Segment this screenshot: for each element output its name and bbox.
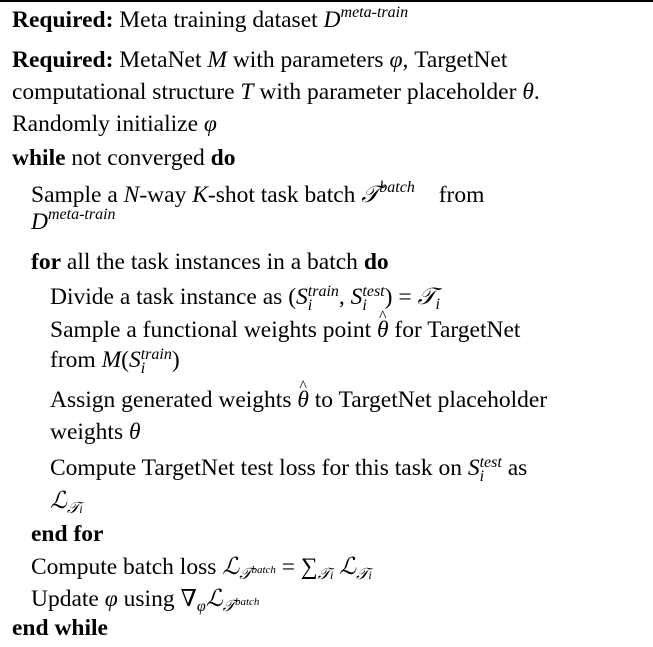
line-text: to TargetNet placeholder [314,387,548,413]
math-superscript: test [479,453,502,471]
math-superscript: meta-train [47,206,116,223]
math-symbol: θ [522,79,534,105]
math-superscript: test [362,282,385,300]
math-subscript: i [79,502,83,516]
line-text: Sample a functional weights point [50,317,372,343]
line-text: weights [50,419,124,445]
math-symbol: S [350,284,363,310]
line-text: as [507,455,528,481]
line-text: Assign generated weights [50,387,292,413]
line-text: Compute batch loss [31,554,217,580]
math-symbol: ^ θ [377,314,389,346]
algo-line-compute-test-loss-cont [50,484,83,517]
math-subscript: φ [196,598,206,615]
algo-line-sample-weights [50,314,520,346]
algo-line-sample-batch-cont [31,206,116,238]
line-text: with parameters [232,47,384,73]
math-symbol: ∇ [180,586,197,612]
math-symbol: T [240,79,254,105]
math-symbol: D [31,209,48,235]
algo-line-computational-structure [12,76,540,108]
line-text: from [438,182,485,208]
math-symbol: θ [128,419,141,445]
math-subscript: 𝒯 [222,596,235,615]
line-text: MetaNet [119,47,202,73]
math-symbol: S [467,455,480,481]
line-text: Update [31,586,99,612]
math-symbol: M [101,347,122,373]
algo-line-assign-weights [50,384,547,416]
math-subscript: i [140,359,146,377]
algo-line-end-while [12,612,108,644]
math-symbol: φ [104,586,118,612]
line-text: Compute TargetNet test loss for this task on [50,455,462,481]
line-text: Randomly initialize [12,111,199,137]
math-symbol: ^ θ [297,384,309,416]
math-subscript: 𝒯 [66,498,80,517]
math-symbol: ℒ [50,486,67,514]
required-label: Required: [12,47,114,73]
math-symbol: = [281,554,296,580]
math-superscript: meta-train [340,4,409,21]
algo-line-assign-weights-cont [50,416,141,448]
math-superscript: batch [251,564,276,576]
math-subscript: 𝒯 [239,564,252,583]
algo-line-update [31,582,259,615]
math-symbol: K [192,182,208,208]
math-subscript: 𝒯 [356,564,369,583]
math-symbol: S [296,284,308,310]
keyword-end-for: end for [31,521,104,547]
keyword-while: while [12,145,66,171]
algo-line-required-dataset [12,4,408,36]
keyword-for: for [31,249,62,275]
algo-line-divide: Divide a task instance as (S train i , S test i ) = 𝒯$_i$ [50,282,440,314]
line-text: -shot task batch [207,182,356,208]
math-subscript: 𝒯 [317,564,330,583]
algo-line-required-metanet [12,44,642,76]
math-symbol: φ [389,47,403,73]
algo-line-end-for [31,518,103,550]
math-symbol: 𝒯 [417,282,436,310]
keyword-end-while: end while [12,615,108,641]
math-superscript: batch [379,179,415,196]
math-subscript: i [307,296,313,314]
math-subscript: i [479,467,485,485]
math-symbol: 𝒯 [361,180,380,208]
math-symbol: M [207,47,227,73]
top-rule [0,0,653,2]
line-text: not converged [71,145,205,171]
line-text: Divide a task instance as [50,284,283,310]
math-symbol: ℒ [222,552,240,580]
math-subscript: i [362,296,367,314]
line-text: from [50,347,96,373]
math-symbol: N [123,182,140,208]
required-label: Required: [12,7,114,33]
line-text: Sample a [31,182,118,208]
algo-line-batch-loss [31,550,372,583]
math-subscript: i [435,296,440,313]
algo-line-compute-test-loss [50,452,527,484]
algo-line-initialize [12,108,217,140]
algo-line-for [31,246,389,278]
math-subscript: i [329,568,334,582]
line-text: with parameter placeholder [259,79,517,105]
algo-line-while [12,142,235,174]
line-text: all the task instances in a batch [66,249,358,275]
math-superscript: train [307,282,339,300]
math-superscript: batch [234,596,260,608]
math-superscript: train [140,345,172,363]
keyword-do: do [363,249,389,275]
line-text: computational structure [12,79,235,105]
math-symbol: ℒ [339,552,357,580]
math-symbol: ∑ [300,554,318,580]
keyword-do: do [210,145,236,171]
line-text: -way [139,182,187,208]
math-subscript: i [368,568,372,582]
math-symbol: φ [203,111,217,137]
math-symbol: ℒ [205,584,223,612]
line-text: using [123,586,175,612]
math-symbol: S [128,347,141,373]
line-text: . [533,79,540,105]
algo-line-sample-weights-cont: from M(S train i ) [50,345,180,377]
line-text: Meta training dataset [119,7,318,33]
line-text: for TargetNet [394,317,521,343]
math-symbol: D [323,7,341,33]
line-text: , TargetNet [402,47,508,73]
